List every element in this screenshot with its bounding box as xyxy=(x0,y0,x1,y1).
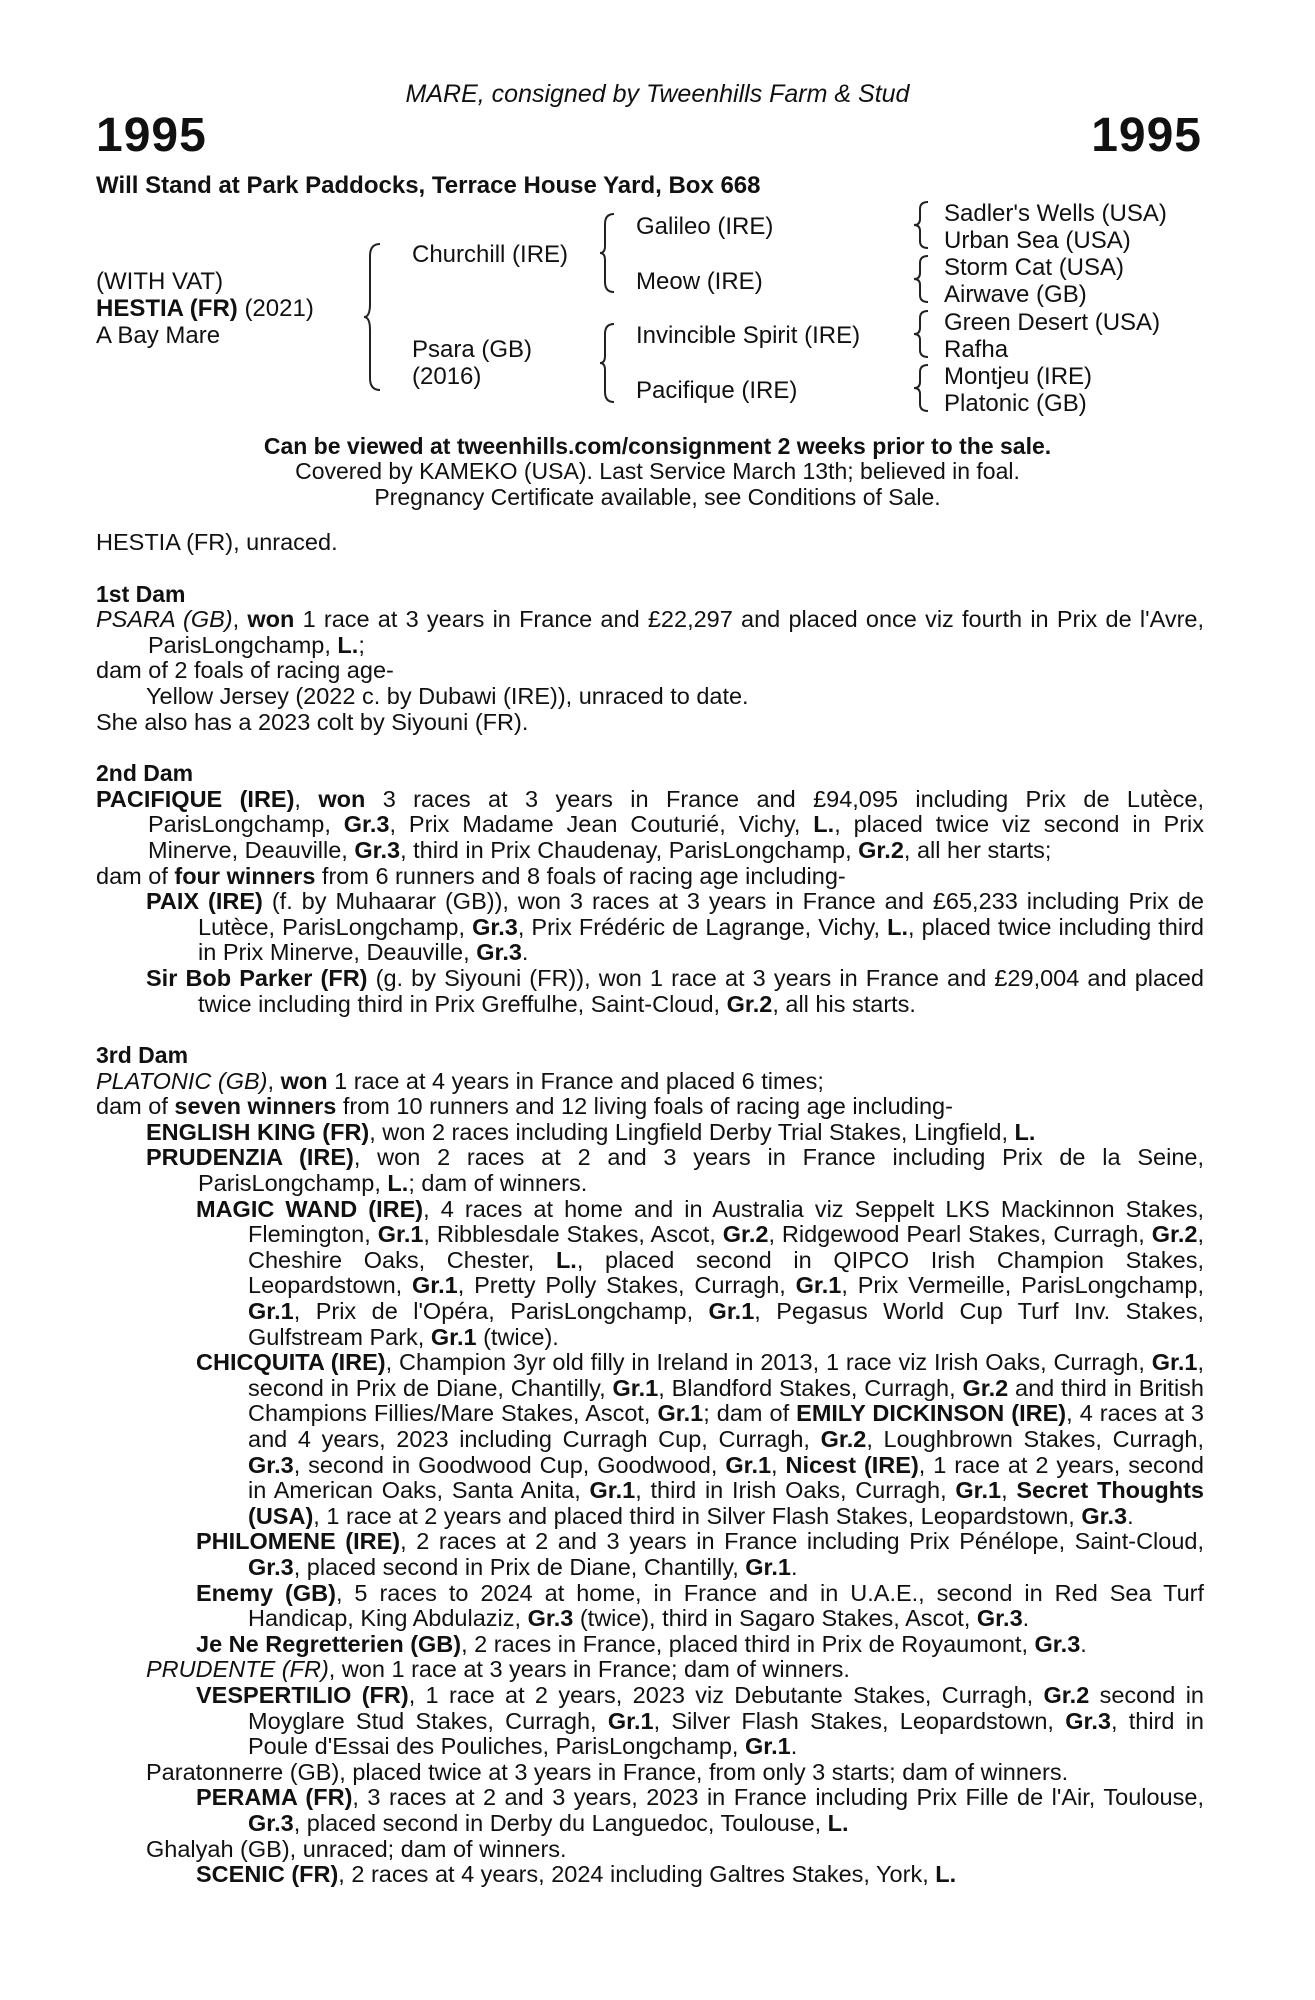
brace-sire xyxy=(598,212,624,294)
dam3-prudenzia: PRUDENZIA (IRE), won 2 races at 2 and 3 years in France including Prix de la Seine, ParisLongchamp, L.; dam of winners. xyxy=(146,1144,1204,1197)
horse-name: HESTIA (FR) xyxy=(96,295,238,322)
dam2-produce-paix: PAIX (IRE) (f. by Muhaarar (GB)), won 3 races at 3 years in France and £65,233 including Prix de Lutèce, ParisLongchamp, Gr.3, Prix Frédéric de Lagrange, Vichy, L., placed twice including third in Prix Minerve, Deauville, Gr.3. xyxy=(146,888,1204,966)
horse-name-line xyxy=(96,295,314,322)
dam3-winners: dam of seven winners from 10 runners and 12 living foals of racing age including- xyxy=(96,1093,953,1120)
dam3-english-king: ENGLISH KING (FR), won 2 races including Lingfield Derby Trial Stakes, Lingfield, L. xyxy=(146,1118,1036,1145)
sire-dam: Meow (IRE) xyxy=(636,268,763,295)
vat-label: (WITH VAT) xyxy=(96,268,224,295)
dam1-foals: dam of 2 foals of racing age- xyxy=(96,657,394,684)
g3: Storm Cat (USA) xyxy=(944,254,1125,281)
dam2-winners: dam of four winners from 6 runners and 8 foals of racing age including- xyxy=(96,862,846,889)
dam3-record: PLATONIC (GB), won 1 race at 4 years in France and placed 6 times; xyxy=(96,1067,824,1094)
dam3-heading: 3rd Dam xyxy=(96,1042,189,1069)
horse-year: (2021) xyxy=(244,295,314,322)
horse-description: A Bay Mare xyxy=(96,322,221,349)
dam2-heading: 2nd Dam xyxy=(96,760,194,787)
g6: Rafha xyxy=(944,336,1009,363)
dam3-scenic: SCENIC (FR), 2 races at 4 years, 2024 including Galtres Stakes, York, L. xyxy=(196,1861,957,1888)
lot-number: 1995 xyxy=(96,109,207,162)
covered-note: Covered by KAMEKO (USA). Last Service March 13th; believed in foal. xyxy=(295,458,1020,484)
dam2-produce-sirbob: Sir Bob Parker (FR) (g. by Siyouni (FR)), won 1 race at 3 years in France and £29,004 and placed twice including third in Prix Greffulhe, Saint-Cloud, Gr.2, all his starts. xyxy=(146,964,1204,1017)
g2: Urban Sea (USA) xyxy=(944,227,1131,254)
dam3-enemy: Enemy (GB), 5 races to 2024 at home, in France and in U.A.E., second in Red Sea Turf Handicap, King Abdulaziz, Gr.3 (twice), third in Sagaro Stakes, Ascot, Gr.3. xyxy=(196,1579,1204,1632)
g5: Green Desert (USA) xyxy=(944,309,1161,336)
dam-dam: Pacifique (IRE) xyxy=(636,377,798,404)
stand-location: Will Stand at Park Paddocks, Terrace House Yard, Box 668 xyxy=(96,172,761,199)
dam3-perama: PERAMA (FR), 3 races at 2 and 3 years, 2023 in France including Prix Fille de l'Air, Toulouse, Gr.3, placed second in Derby du Languedoc, Toulouse, L. xyxy=(196,1784,1204,1836)
dam-name: Psara (GB) xyxy=(412,336,533,363)
g8: Platonic (GB) xyxy=(944,390,1087,417)
dam3-vespertilio: VESPERTILIO (FR), 1 race at 2 years, 2023 viz Debutante Stakes, Curragh, Gr.2 second in Moyglare Stud Stakes, Curragh, Gr.1, Silver Flash Stakes, Leopardstown, Gr.3, third in Poule d'Essai des Pouliches, ParisLongchamp, Gr.1. xyxy=(196,1681,1204,1760)
self-record: HESTIA (FR), unraced. xyxy=(96,529,338,555)
g4: Airwave (GB) xyxy=(944,281,1087,308)
race-record xyxy=(96,530,1204,1888)
dam1-produce-2: She also has a 2023 colt by Siyouni (FR). xyxy=(96,708,529,735)
dam3-ghalyah: Ghalyah (GB), unraced; dam of winners. xyxy=(146,1835,567,1862)
dam3-magic-wand: MAGIC WAND (IRE), 4 races at home and in Australia viz Seppelt LKS Mackinnon Stakes, Flemington, Gr.1, Ribblesdale Stakes, Ascot, Gr.2, Ridgewood Pearl Stakes, Curragh, Gr.2, Cheshire Oaks, Chester, L., placed second in QIPCO Irish Champion Stakes, Leopardstown, Gr.1, Pretty Polly Stakes, Curragh, Gr.1, Prix Vermeille, ParisLongchamp, Gr.1, Prix de l'Opéra, ParisLongchamp, Gr.1, Pegasus World Cup Turf Inv. Stakes, Gulfstream Park, Gr.1 (twice). xyxy=(196,1195,1205,1350)
brace-g3 xyxy=(912,309,936,359)
dam3-paratonnerre: Paratonnerre (GB), placed twice at 3 years in France, from only 3 starts; dam of winners. xyxy=(146,1758,1069,1785)
dam1-heading: 1st Dam xyxy=(96,580,186,607)
sire-name: Churchill (IRE) xyxy=(412,241,569,268)
brace-main xyxy=(362,242,392,392)
dam3-prudente: PRUDENTE (FR), won 1 race at 3 years in France; dam of winners. xyxy=(146,1656,850,1683)
consignor-line: MARE, consigned by Tweenhills Farm & Stud xyxy=(405,80,910,108)
dam2-record: PACIFIQUE (IRE), won 3 races at 3 years in France and £94,095 including Prix de Lutèce, ParisLongchamp, Gr.3, Prix Madame Jean Couturié, Vichy, L., placed twice viz second in Prix Minerve, Deauville, Gr.3, third in Prix Chaudenay, ParisLongchamp, Gr.2, all her starts; xyxy=(96,785,1204,863)
brace-dam xyxy=(598,322,624,404)
dam1-produce-1: Yellow Jersey (2022 c. by Dubawi (IRE)), unraced to date. xyxy=(146,682,749,709)
dam1-record: PSARA (GB), won 1 race at 3 years in France and £22,297 and placed once viz fourth in Prix de l'Avre, ParisLongchamp, L.; xyxy=(96,606,1204,658)
brace-g2 xyxy=(912,254,936,304)
g1: Sadler's Wells (USA) xyxy=(944,200,1167,227)
lot-number-right: 1995 xyxy=(1091,109,1202,162)
certificate-note: Pregnancy Certificate available, see Conditions of Sale. xyxy=(374,484,941,510)
dam-year: (2016) xyxy=(412,363,482,390)
g7: Montjeu (IRE) xyxy=(944,363,1093,390)
dam3-philomene: PHILOMENE (IRE), 2 races at 2 and 3 years in France including Prix Pénélope, Saint-Cloud, Gr.3, placed second in Prix de Diane, Chantilly, Gr.1. xyxy=(196,1528,1204,1580)
dam3-chicquita: CHICQUITA (IRE), Champion 3yr old filly in Ireland in 2013, 1 race viz Irish Oaks, Curragh, Gr.1, second in Prix de Diane, Chantilly, Gr.1, Blandford Stakes, Curragh, Gr.2 and third in British Champions Fillies/Mare Stakes, Ascot, Gr.1; dam of EMILY DICKINSON (IRE), 4 races at 3 and 4 years, 2023 including Curragh Cup, Curragh, Gr.2, Loughbrown Stakes, Curragh, Gr.3, second in Goodwood Cup, Goodwood, Gr.1, Nicest (IRE), 1 race at 2 years, second in American Oaks, Santa Anita, Gr.1, third in Irish Oaks, Curragh, Gr.1, Secret Thoughts (USA), 1 race at 2 years and placed third in Silver Flash Stakes, Leopardstown, Gr.3. xyxy=(196,1349,1205,1529)
dam3-je-ne-regretterien: Je Ne Regretterien (GB), 2 races in France, placed third in Prix de Royaumont, Gr.3. xyxy=(196,1630,1087,1657)
dam-sire: Invincible Spirit (IRE) xyxy=(636,322,861,349)
viewing-note: Can be viewed at tweenhills.com/consignment 2 weeks prior to the sale. xyxy=(263,433,1052,459)
brace-g1 xyxy=(912,200,936,250)
sire-sire: Galileo (IRE) xyxy=(636,213,774,240)
brace-g4 xyxy=(912,363,936,413)
